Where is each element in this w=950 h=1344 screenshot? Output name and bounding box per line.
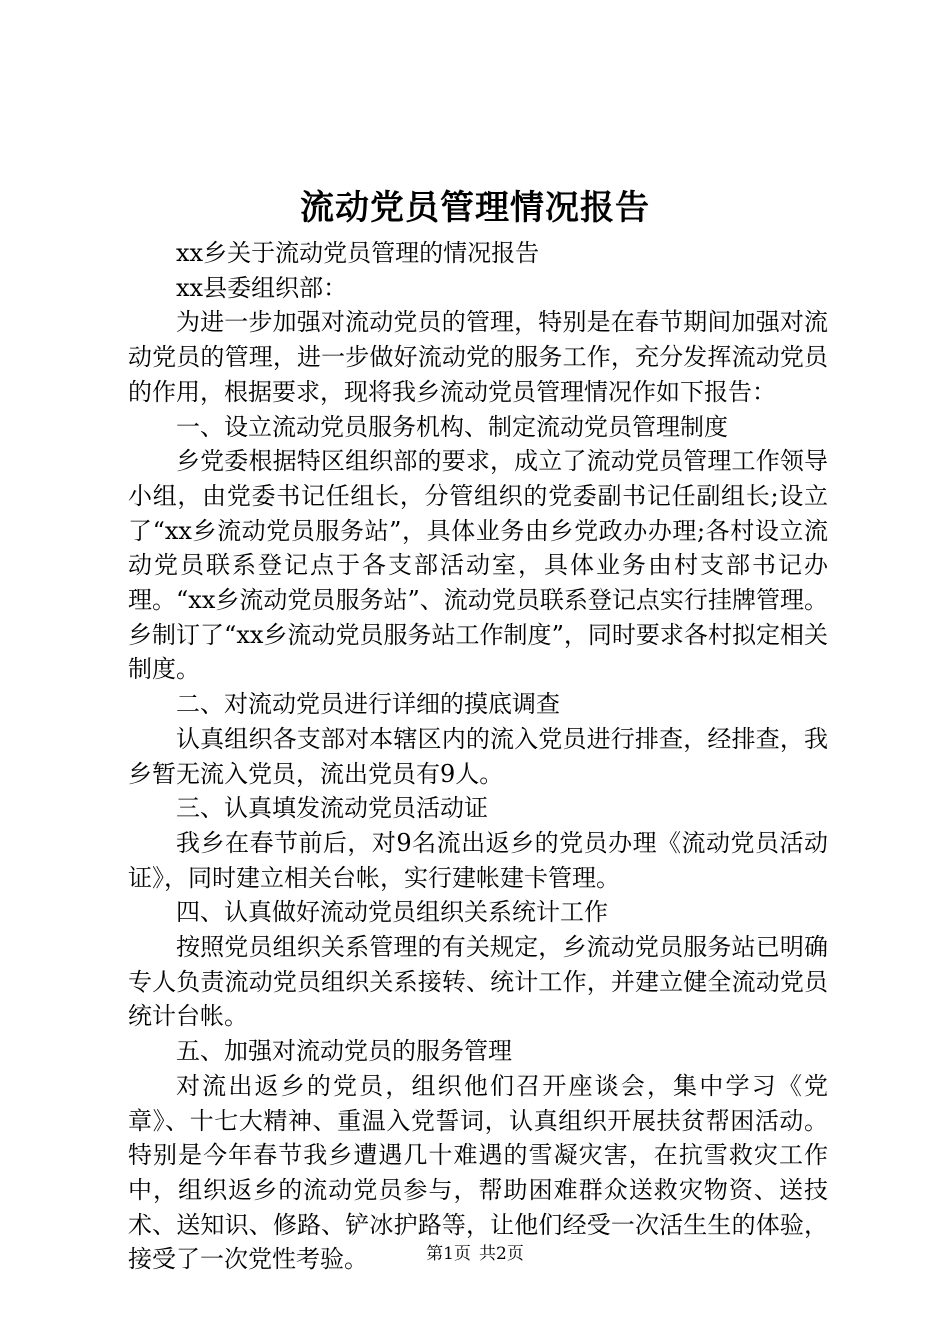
section-paragraph-3: 我乡在春节前后，对9名流出返乡的党员办理《流动党员活动证》，同时建立相关台帐，实行建帐建卡管理。	[128, 828, 828, 892]
page-footer	[0, 1242, 950, 1266]
section-heading-3: 三、认真填发流动党员活动证	[176, 794, 488, 823]
report-heading: xx乡关于流动党员管理的情况报告	[176, 239, 540, 267]
section-paragraph-1: 乡党委根据特区组织部的要求，成立了流动党员管理工作领导小组，由党委书记任组长，分管组织的党委副书记任副组长;设立了“xx乡流动党员服务站”，具体业务由乡党政办办理;各村设立流动党员联系登记点于各支部活动室，具体业务由村支部书记办理。“xx乡流动党员服务站”、流动党员联系登记点实行挂牌管理。乡制订了“xx乡流动党员服务站工作制度”，同时要求各村拟定相关制度。	[128, 447, 828, 684]
page-number: 第1页	[426, 1244, 471, 1264]
section-heading-5: 五、加强对流动党员的服务管理	[176, 1037, 512, 1066]
section-paragraph-4: 按照党员组织关系管理的有关规定，乡流动党员服务站已明确专人负责流动党员组织关系接转、统计工作，并建立健全流动党员统计台帐。	[128, 933, 828, 1031]
section-paragraph-5: 对流出返乡的党员，组织他们召开座谈会，集中学习《党章》、十七大精神、重温入党誓词，认真组织开展扶贫帮困活动。特别是今年春节我乡遭遇几十难遇的雪凝灾害，在抗雪救灾工作中，组织返乡的流动党员参与，帮助困难群众送救灾物资、送技术、送知识、修路、铲冰护路等，让他们经受一次活生生的体验，接受了一次党性考验。	[128, 1071, 828, 1274]
section-paragraph-2: 认真组织各支部对本辖区内的流入党员进行排查，经排查，我乡暂无流入党员，流出党员有9人。	[128, 724, 828, 788]
section-heading-4: 四、认真做好流动党员组织关系统计工作	[176, 898, 608, 927]
intro-paragraph: 为进一步加强对流动党员的管理，特别是在春节期间加强对流动党员的管理，进一步做好流动党的服务工作，充分发挥流动党员的作用，根据要求，现将我乡流动党员管理情况作如下报告：	[128, 308, 828, 406]
section-heading-1: 一、设立流动党员服务机构、制定流动党员管理制度	[176, 412, 728, 441]
page-total: 共2页	[479, 1244, 524, 1264]
recipient-line: xx县委组织部：	[176, 273, 348, 302]
document-body	[128, 236, 828, 1277]
section-heading-2: 二、对流动党员进行详细的摸底调查	[176, 690, 560, 719]
document-title: 流动党员管理情况报告	[300, 188, 650, 228]
